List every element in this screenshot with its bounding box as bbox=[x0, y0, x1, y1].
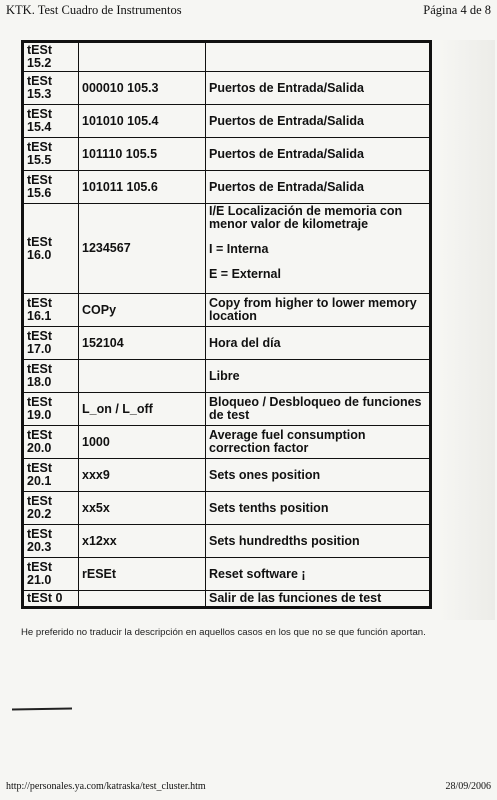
description-cell: Puertos de Entrada/Salida bbox=[206, 171, 430, 204]
table-row bbox=[24, 294, 430, 327]
description-cell: Average fuel consumption correction factor bbox=[206, 426, 430, 459]
display-code-cell: 000010 105.3 bbox=[79, 72, 206, 105]
table-row bbox=[24, 204, 430, 294]
description-cell: Puertos de Entrada/Salida bbox=[206, 72, 430, 105]
test-id-cell: tESt 19.0 bbox=[24, 393, 79, 426]
description-line-external: E = External bbox=[209, 267, 281, 281]
test-id-cell: tESt 0 bbox=[24, 591, 79, 607]
description-cell: Puertos de Entrada/Salida bbox=[206, 105, 430, 138]
display-code-cell: 101110 105.5 bbox=[79, 138, 206, 171]
description-cell: Sets ones position bbox=[206, 459, 430, 492]
table-row bbox=[24, 492, 430, 525]
description-cell bbox=[206, 204, 430, 294]
display-code-cell: xxx9 bbox=[79, 459, 206, 492]
table-row bbox=[24, 393, 430, 426]
display-code-cell: 152104 bbox=[79, 327, 206, 360]
test-id-cell: tESt 15.6 bbox=[24, 171, 79, 204]
display-code-cell bbox=[79, 591, 206, 607]
description-cell: Copy from higher to lower memory location bbox=[206, 294, 430, 327]
footer-date: 28/09/2006 bbox=[445, 781, 491, 792]
test-id-cell: tESt 21.0 bbox=[24, 558, 79, 591]
description-main: I/E Localización de memoria con menor valor de kilometraje bbox=[209, 204, 403, 231]
test-id-cell: tESt 18.0 bbox=[24, 360, 79, 393]
description-cell: Salir de las funciones de test bbox=[206, 591, 430, 607]
description-cell: Puertos de Entrada/Salida bbox=[206, 138, 430, 171]
display-code-cell: 1234567 bbox=[79, 204, 206, 294]
test-id-cell: tESt 15.2 bbox=[24, 43, 79, 72]
test-id-cell: tESt 20.2 bbox=[24, 492, 79, 525]
table-row bbox=[24, 360, 430, 393]
page-footer bbox=[6, 781, 491, 795]
description-cell: Hora del día bbox=[206, 327, 430, 360]
test-id-cell: tESt 20.1 bbox=[24, 459, 79, 492]
table-row bbox=[24, 43, 430, 72]
display-code-cell: xx5x bbox=[79, 492, 206, 525]
table-row bbox=[24, 72, 430, 105]
table-row bbox=[24, 558, 430, 591]
display-code-cell: 101011 105.6 bbox=[79, 171, 206, 204]
test-id-cell: tESt 15.3 bbox=[24, 72, 79, 105]
description-cell: Sets tenths position bbox=[206, 492, 430, 525]
table-row bbox=[24, 426, 430, 459]
description-cell bbox=[206, 43, 430, 72]
description-cell: Reset software ¡ bbox=[206, 558, 430, 591]
header-title: KTK. Test Cuadro de Instrumentos bbox=[6, 3, 182, 17]
table-row bbox=[24, 105, 430, 138]
display-code-cell bbox=[79, 360, 206, 393]
test-id-cell: tESt 16.0 bbox=[24, 204, 79, 294]
page-header bbox=[6, 2, 491, 18]
table-row bbox=[24, 459, 430, 492]
test-id-cell: tESt 15.4 bbox=[24, 105, 79, 138]
display-code-cell: 101010 105.4 bbox=[79, 105, 206, 138]
footer-url: http://personales.ya.com/katraska/test_cluster.htm bbox=[6, 781, 206, 792]
test-id-cell: tESt 20.0 bbox=[24, 426, 79, 459]
table-row bbox=[24, 327, 430, 360]
description-cell: Sets hundredths position bbox=[206, 525, 430, 558]
table-row bbox=[24, 138, 430, 171]
display-code-cell: 1000 bbox=[79, 426, 206, 459]
pen-mark bbox=[12, 707, 72, 710]
scan-shadow bbox=[440, 40, 495, 620]
display-code-cell bbox=[79, 43, 206, 72]
test-id-cell: tESt 17.0 bbox=[24, 327, 79, 360]
description-cell: Bloqueo / Desbloqueo de funciones de test bbox=[206, 393, 430, 426]
description-cell: Libre bbox=[206, 360, 430, 393]
display-code-cell: rESEt bbox=[79, 558, 206, 591]
test-id-cell: tESt 20.3 bbox=[24, 525, 79, 558]
display-code-cell: COPy bbox=[79, 294, 206, 327]
test-id-cell: tESt 15.5 bbox=[24, 138, 79, 171]
translation-note: He preferido no traducir la descripción en aquellos casos en los que no se que función aportan. bbox=[21, 627, 426, 638]
display-code-cell: L_on / L_off bbox=[79, 393, 206, 426]
test-id-cell: tESt 16.1 bbox=[24, 294, 79, 327]
table-row bbox=[24, 171, 430, 204]
table-row bbox=[24, 525, 430, 558]
test-table bbox=[21, 40, 432, 609]
description-line-internal: I = Interna bbox=[209, 242, 269, 256]
table-row bbox=[24, 591, 430, 607]
display-code-cell: x12xx bbox=[79, 525, 206, 558]
page-number: Página 4 de 8 bbox=[423, 3, 491, 17]
